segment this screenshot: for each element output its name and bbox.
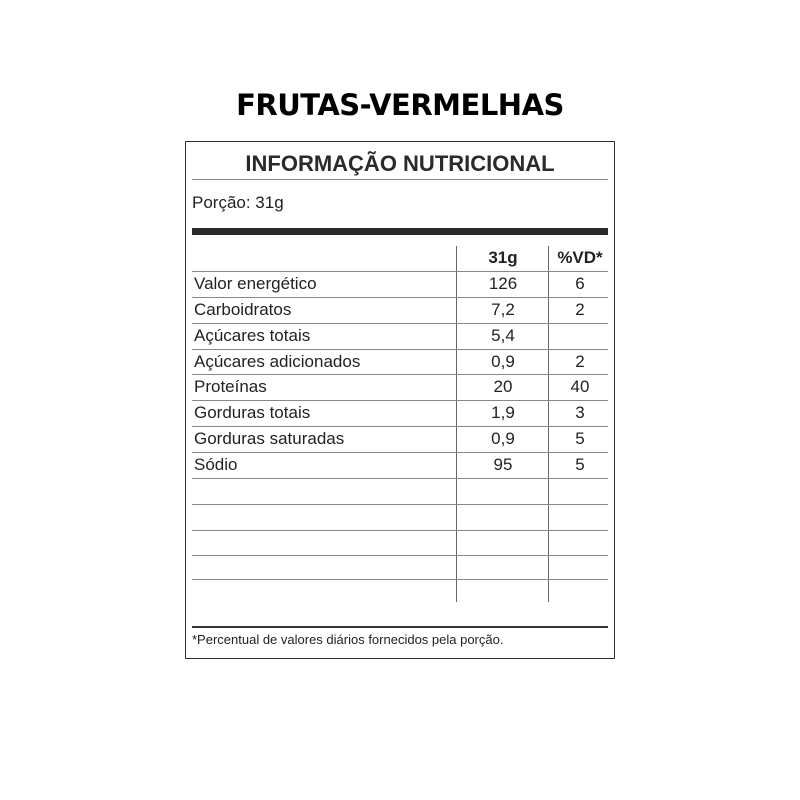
row-divider (192, 478, 608, 479)
nutrition-label (185, 141, 615, 659)
row-divider (192, 426, 608, 427)
nutrient-amount: 1,9 (491, 403, 515, 422)
row-divider (192, 323, 608, 324)
label-heading: INFORMAÇÃO NUTRICIONAL (245, 151, 555, 176)
column-divider-vd (548, 246, 549, 602)
nutrient-amount: 95 (493, 455, 513, 474)
row-divider (192, 297, 608, 298)
footnote-divider (192, 626, 608, 628)
nutrient-daily-value: 2 (575, 300, 585, 319)
nutrient-amount: 20 (493, 377, 513, 396)
nutrient-amount: 0,9 (491, 429, 515, 448)
heading-divider (192, 179, 608, 180)
footnote: *Percentual de valores diários fornecidos pela porção. (192, 632, 504, 647)
nutrient-amount: 126 (488, 274, 518, 293)
nutrient-name: Sódio (194, 455, 238, 474)
nutrient-amount: 0,9 (491, 352, 515, 371)
empty-row-divider (192, 530, 608, 531)
nutrient-daily-value: 5 (575, 429, 585, 448)
column-header-amount: 31g (488, 248, 518, 267)
nutrient-name: Proteínas (194, 377, 267, 396)
nutrient-name: Açúcares adicionados (194, 352, 361, 371)
thick-divider (192, 228, 608, 235)
nutrient-name: Carboidratos (194, 300, 292, 319)
nutrient-daily-value: 40 (570, 377, 590, 396)
empty-row-divider (192, 504, 608, 505)
nutrient-name: Valor energético (194, 274, 317, 293)
empty-row-divider (192, 579, 608, 580)
empty-row-divider (192, 555, 608, 556)
nutrient-daily-value: 6 (575, 274, 585, 293)
nutrient-daily-value: 5 (575, 455, 585, 474)
nutrient-name: Gorduras totais (194, 403, 311, 422)
column-divider-amount (456, 246, 457, 602)
row-divider (192, 349, 608, 350)
row-divider (192, 271, 608, 272)
column-header-daily-value: %VD* (557, 248, 603, 267)
nutrient-amount: 5,4 (491, 326, 515, 345)
nutrient-amount: 7,2 (491, 300, 515, 319)
nutrient-daily-value: 3 (575, 403, 585, 422)
nutrient-name: Açúcares totais (194, 326, 311, 345)
row-divider (192, 374, 608, 375)
portion-size: Porção: 31g (192, 193, 284, 212)
nutrient-daily-value: 2 (575, 352, 585, 371)
product-title: FRUTAS-VERMELHAS (236, 88, 564, 122)
row-divider (192, 400, 608, 401)
nutrient-name: Gorduras saturadas (194, 429, 345, 448)
row-divider (192, 452, 608, 453)
